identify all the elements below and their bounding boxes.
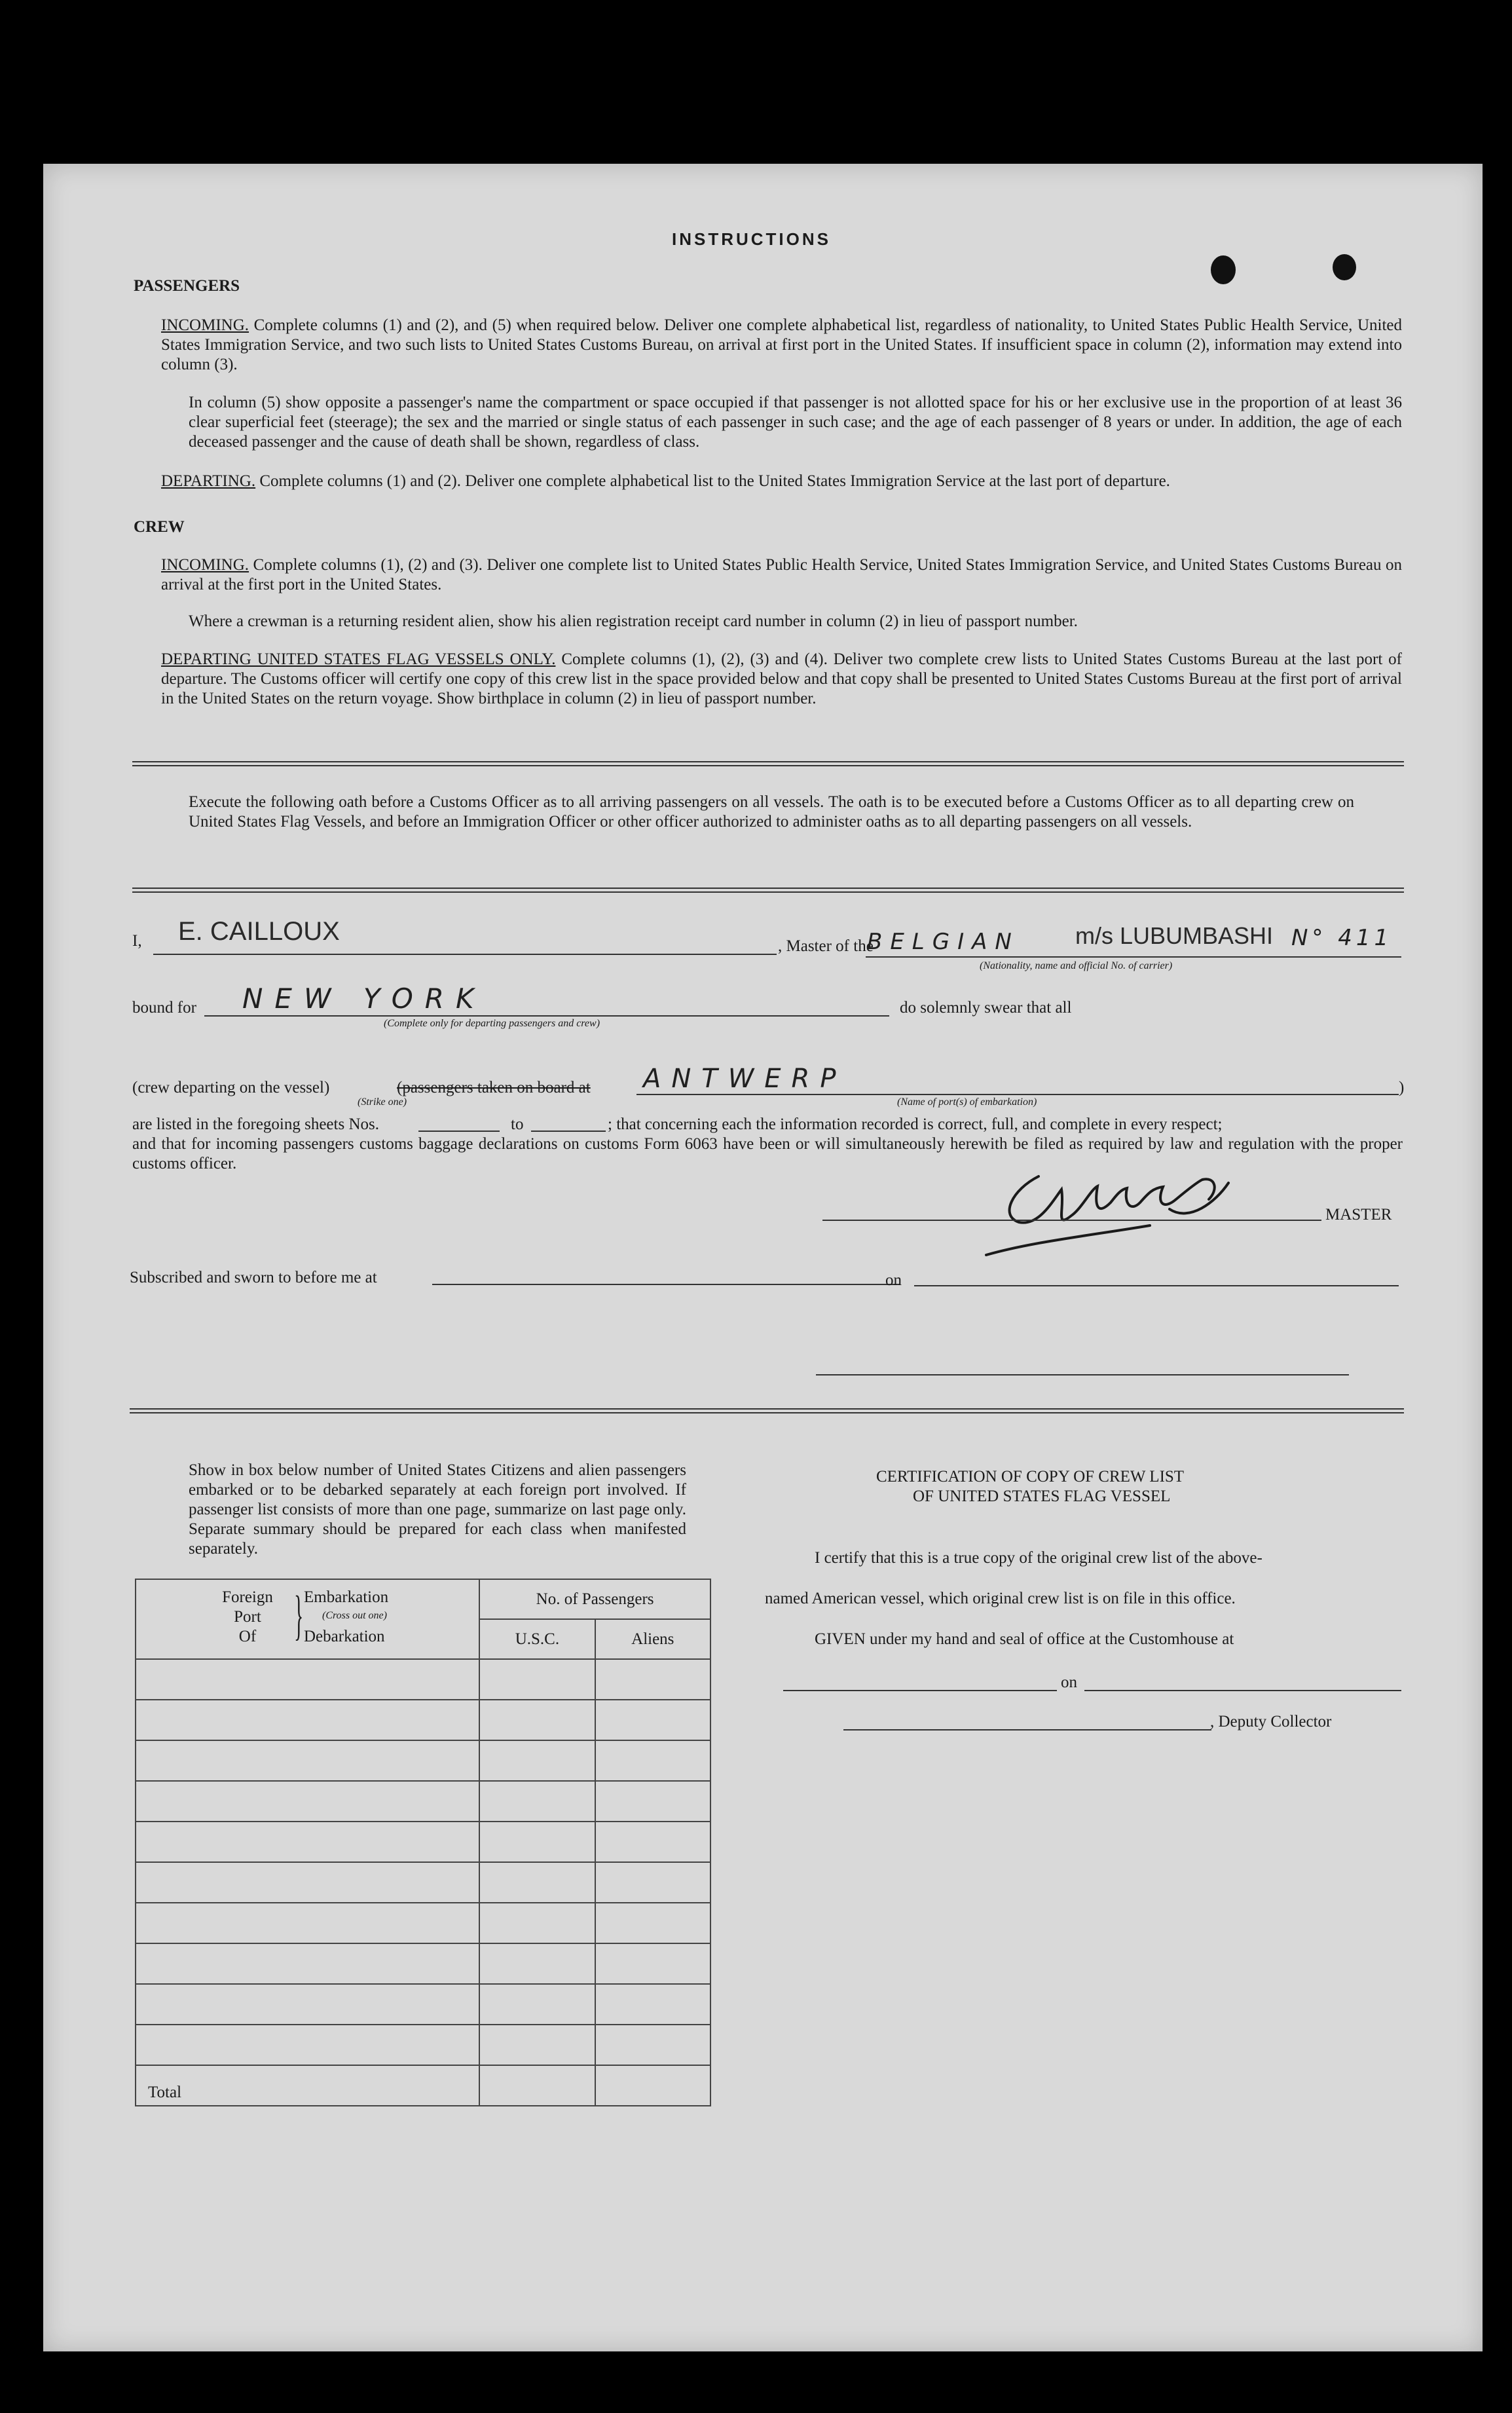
port-cell[interactable] [136,1740,479,1781]
listed-text-3: and that for incoming passengers customs baggage declarations on customs Form 6063 have been or will simultaneously herewith be filed as required by law and regulation with the proper customs officer. [132,1135,1403,1172]
table-row [136,2025,710,2065]
port-cell[interactable] [136,1781,479,1822]
usc-header: U.S.C. [479,1619,595,1659]
aliens-cell[interactable] [595,1862,710,1903]
port-cell[interactable] [136,1659,479,1700]
aliens-cell[interactable] [595,1903,710,1943]
total-aliens-cell[interactable] [595,2065,710,2106]
crew-departing-text: Complete columns (1), (2), (3) and (4). Deliver two complete crew lists to United States Customs Bureau at the last port of departure. The Customs officer will certify one copy of this crew list in the space provided below and that copy shall be presented to United States Customs Bureau at the first port of arrival in the United States on the return voyage. Show birthplace in column (2) in lieu of passport number. [161,650,1402,707]
passengers-incoming [161,316,1402,375]
swear-text: do solemnly swear that all [900,999,1072,1017]
usc-cell[interactable] [479,1700,595,1740]
customhouse-line[interactable] [783,1690,1057,1691]
oath-i-label: I, [132,932,142,950]
certification-body-2: named American vessel, which original crew list is on file in this office. [765,1590,1236,1607]
divider [132,888,1404,893]
port-cell[interactable] [136,2025,479,2065]
officer-signature-line[interactable] [816,1374,1349,1375]
passengers-heading: PASSENGERS [134,277,240,295]
table-row [136,1781,710,1822]
usc-cell[interactable] [479,1740,595,1781]
usc-cell[interactable] [479,1822,595,1862]
listed-text-1: are listed in the foregoing sheets Nos. [132,1115,379,1133]
vessel-caption: (Nationality, name and official No. of carrier) [980,960,1173,971]
no-passengers-header: No. of Passengers [479,1579,710,1619]
crew-returning: Where a crewman is a returning resident alien, show his alien registration receipt card number in column (2) in lieu of passport number. [189,612,1078,630]
table-row [136,1862,710,1903]
vessel-number-field[interactable]: N° 411 [1291,925,1393,951]
crew-heading: CREW [134,518,185,536]
usc-cell[interactable] [479,1781,595,1822]
port-cell[interactable] [136,1984,479,2025]
crew-incoming-label: INCOMING. [161,556,249,574]
summary-note: Show in box below number of United States Citizens and alien passengers embarked or to be debarked separately at each foreign port involved. If passenger list consists of more than one page, summarize on last page only. Separate summary should be prepared for each class when manifested separately. [189,1461,686,1558]
deputy-signature-line[interactable] [843,1729,1211,1730]
embarkation-port-line [636,1094,1399,1095]
certification-date-line[interactable] [1084,1690,1401,1691]
master-name-field[interactable]: E. CAILLOUX [178,917,340,946]
bound-for-line [204,1015,889,1017]
brace-icon: } [294,1585,304,1646]
crew-departing-option: (crew departing on the vessel) [132,1079,330,1096]
crew-incoming-text: Complete columns (1), (2) and (3). Deliver one complete list to United States Public Health Service, United States Immigration Service, and United States Customs Bureau on arrival at the first port in the United States. [161,556,1402,593]
aliens-cell[interactable] [595,1740,710,1781]
usc-cell[interactable] [479,1862,595,1903]
certification-title-1: CERTIFICATION OF COPY OF CREW LIST [876,1468,1185,1486]
table-row [136,1700,710,1740]
usc-cell[interactable] [479,1659,595,1700]
total-label: Total [136,2065,479,2106]
usc-cell[interactable] [479,1903,595,1943]
crew-incoming [161,555,1402,595]
master-signature-line [822,1220,1321,1221]
passengers-departing [161,472,1402,491]
sworn-at-line[interactable] [432,1284,900,1285]
aliens-cell[interactable] [595,1781,710,1822]
passengers-departing-text: Complete columns (1) and (2). Deliver one complete alphabetical list to the United States Immigration Service at the last port of departure. [259,472,1170,490]
sheet-from-line[interactable] [418,1131,500,1132]
usc-cell[interactable] [479,1943,595,1984]
divider [130,1408,1404,1413]
table-row [136,1903,710,1943]
strike-caption: (Strike one) [358,1096,407,1108]
listed-text-2: ; that concerning each the information recorded is correct, full, and complete in every respect; [608,1115,1223,1133]
page-title: INSTRUCTIONS [672,229,831,249]
table-row [136,1659,710,1700]
port-cell[interactable] [136,1700,479,1740]
certification-on-label: on [1061,1674,1077,1691]
ink-blot-left [1211,255,1236,284]
table-row [136,1740,710,1781]
vessel-field[interactable]: m/s LUBUMBASHI [1075,922,1274,949]
passengers-incoming-text: Complete columns (1) and (2), and (5) when required below. Deliver one complete alphabetical list, regardless of nationality, to United States Public Health Service, United States Immigration Service, and two such lists to United States Customs Bureau, on arrival at first port in the United States. If insufficient space in column (2), information may extend into column (3). [161,316,1402,373]
aliens-cell[interactable] [595,1822,710,1862]
aliens-cell[interactable] [595,1984,710,2025]
deputy-collector-label: , Deputy Collector [1210,1713,1332,1730]
nationality-field[interactable]: BELGIAN [867,929,1020,955]
certification-body-1: I certify that this is a true copy of the original crew list of the above- [815,1549,1263,1567]
foreign-port-label: Foreign Port Of [222,1588,273,1645]
table-row [136,1943,710,1984]
embarkation-port-field[interactable]: ANTWERP [643,1064,847,1094]
sworn-on-label: on [885,1271,902,1289]
passengers-taken-option: (passengers taken on board at [397,1079,591,1096]
cross-out-caption: (Cross out one) [322,1610,387,1621]
master-name-line [153,954,777,955]
close-paren: ) [1399,1079,1405,1096]
master-of-label: , Master of the [778,937,874,955]
master-label: MASTER [1325,1206,1392,1224]
listed-to: to [511,1115,524,1133]
aliens-header: Aliens [595,1619,710,1659]
master-signature [940,1163,1281,1262]
port-cell[interactable] [136,1862,479,1903]
aliens-cell[interactable] [595,1700,710,1740]
passengers-departing-label: DEPARTING. [161,472,256,490]
aliens-cell[interactable] [595,1943,710,1984]
bound-for-field[interactable]: NEW YORK [242,982,486,1015]
aliens-cell[interactable] [595,1659,710,1700]
crew-departing [161,650,1402,709]
crew-departing-label: DEPARTING UNITED STATES FLAG VESSELS ONLY. [161,650,556,668]
passenger-summary-table [135,1579,711,2106]
usc-cell[interactable] [479,1984,595,2025]
passengers-column5: In column (5) show opposite a passenger's name the compartment or space occupied if that passenger is not allotted space for his or her exclusive use in the proportion of at least 36 clear superficial feet (steerage); the sex and the married or single status of each passenger in such case; and the age of each passenger of 8 years or under. In addition, the age of each deceased passenger and the cause of death shall be shown, regardless of class. [189,394,1402,451]
table-row [136,1822,710,1862]
document-page [43,164,1483,2351]
bound-for-caption: (Complete only for departing passengers and crew) [384,1018,600,1029]
ink-blot-right [1333,254,1356,280]
sheet-to-line[interactable] [531,1131,606,1132]
port-header-cell [136,1579,479,1659]
bound-for-label: bound for [132,999,196,1017]
divider [132,761,1404,766]
oath-intro: Execute the following oath before a Customs Officer as to all arriving passengers on all vessels. The oath is to be executed before a Customs Officer as to all departing crew on United States Flag Vessels, and before an Immigration Officer or other officer authorized to administer oaths as to all departing passengers on all vessels. [189,793,1354,831]
aliens-cell[interactable] [595,2025,710,2065]
subscribed-label: Subscribed and sworn to before me at [130,1269,377,1286]
port-caption: (Name of port(s) of embarkation) [897,1096,1037,1108]
port-cell[interactable] [136,1822,479,1862]
debarkation-label: Debarkation [304,1628,385,1645]
table-row [136,1984,710,2025]
certification-title-2: OF UNITED STATES FLAG VESSEL [913,1487,1171,1505]
sworn-on-line[interactable] [914,1285,1399,1286]
certification-body-3: GIVEN under my hand and seal of office at the Customhouse at [815,1630,1234,1648]
embarkation-label: Embarkation [304,1588,389,1606]
vessel-line [866,956,1401,958]
port-cell[interactable] [136,1903,479,1943]
passengers-incoming-label: INCOMING. [161,316,249,334]
usc-cell[interactable] [479,2025,595,2065]
port-cell[interactable] [136,1943,479,1984]
total-usc-cell[interactable] [479,2065,595,2106]
